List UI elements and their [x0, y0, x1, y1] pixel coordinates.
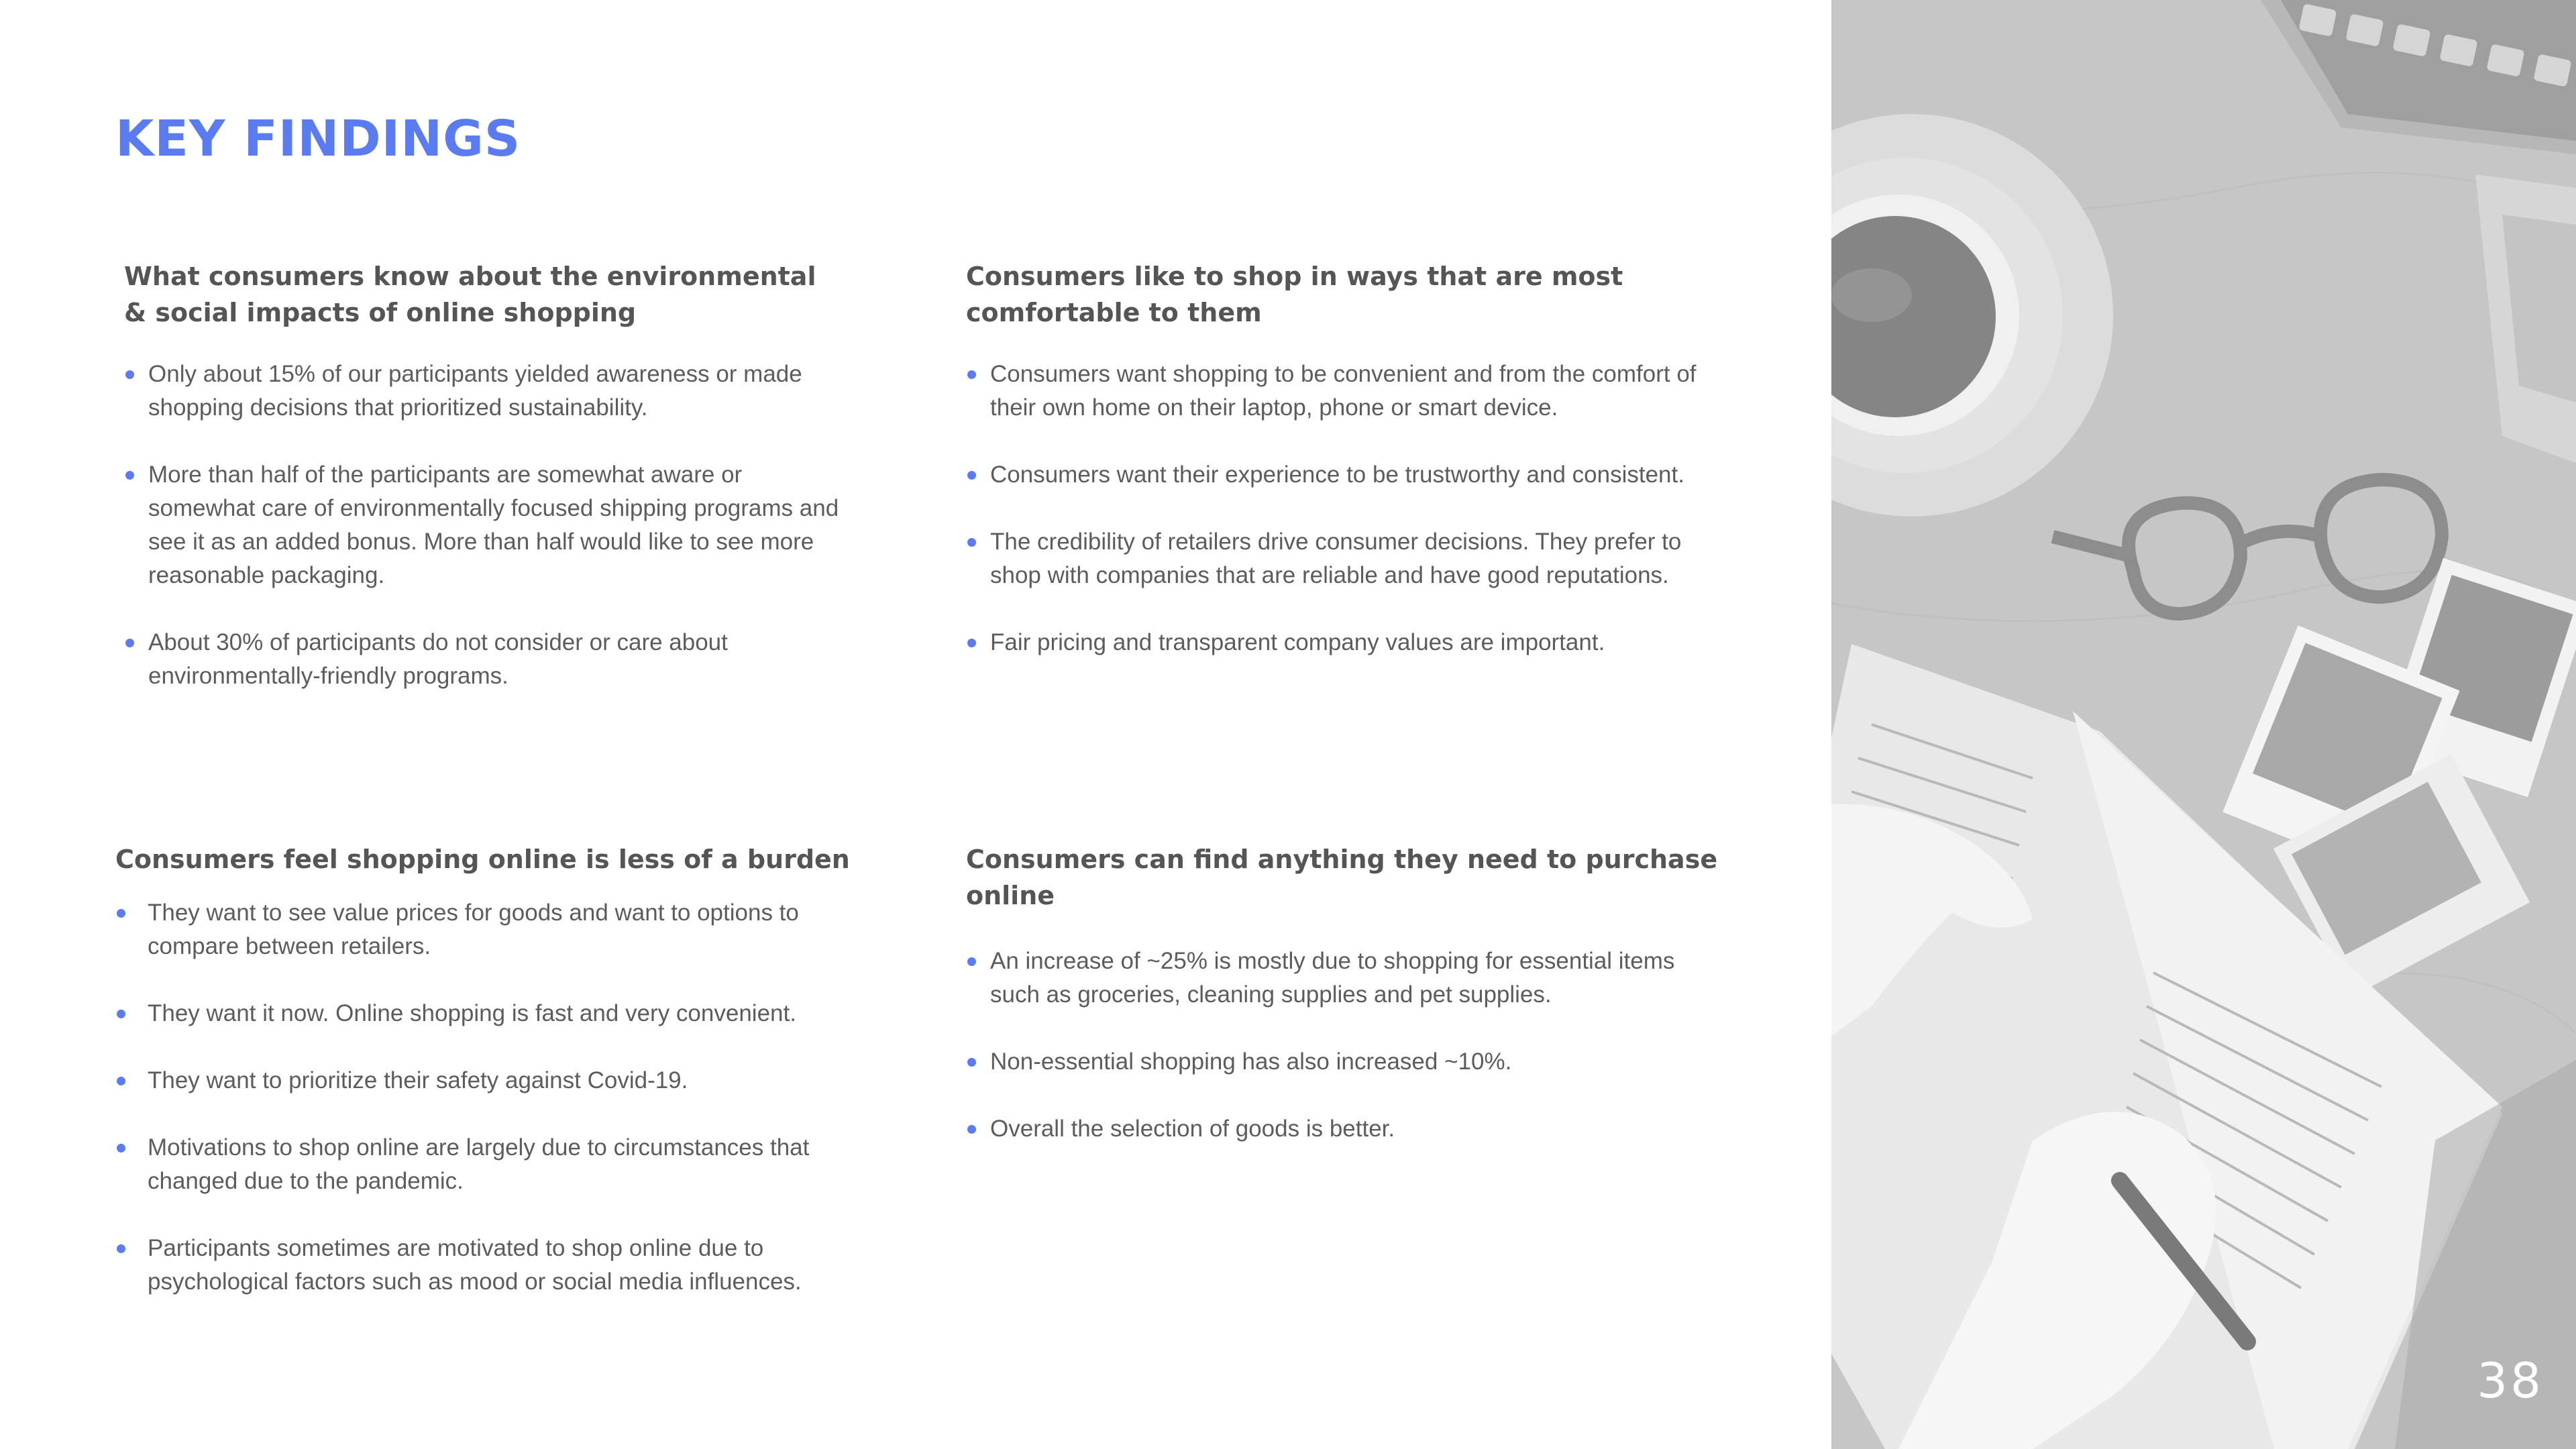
- bullet-text: They want it now. Online shopping is fast and very convenient.: [148, 1000, 796, 1026]
- bullet-dot-icon: [967, 1058, 976, 1067]
- bullet-dot-icon: [125, 471, 134, 480]
- list-item: [124, 458, 849, 592]
- page-title: KEY FINDINGS: [115, 110, 521, 168]
- list-item: [115, 1232, 853, 1299]
- bullet-text: Consumers want shopping to be convenient and from the comfort of their own home on their laptop, phone or smart device.: [990, 361, 1697, 421]
- section-heading-line: Consumers like to shop in ways that are most: [966, 262, 1623, 291]
- bullet-dot-icon: [117, 1144, 125, 1152]
- list-item: [966, 1045, 1731, 1079]
- bullet-dot-icon: [967, 1125, 976, 1134]
- bullet-text: Overall the selection of goods is better.: [990, 1116, 1395, 1142]
- section-heading-line: Consumers feel shopping online is less of a burden: [115, 845, 850, 874]
- list-item: [124, 358, 849, 425]
- bullet-list: [124, 358, 849, 693]
- section-heading-line: What consumers know about the environmental: [124, 262, 816, 291]
- bullet-text: They want to prioritize their safety against Covid-19.: [148, 1067, 688, 1093]
- list-item: [966, 358, 1731, 425]
- bullet-dot-icon: [117, 1077, 125, 1085]
- list-item: [966, 525, 1731, 592]
- bullet-text: Fair pricing and transparent company values are important.: [990, 629, 1605, 655]
- bullet-dot-icon: [967, 639, 976, 647]
- bullet-text: About 30% of participants do not consider or care about environmentally-friendly programs.: [148, 629, 728, 689]
- bullet-list: [966, 945, 1731, 1146]
- bullet-text: Motivations to shop online are largely due to circumstances that changed due to the pandemic.: [148, 1134, 810, 1194]
- bullet-dot-icon: [117, 1244, 125, 1253]
- list-item: [966, 1112, 1731, 1146]
- section-heading: [124, 258, 849, 331]
- bullet-text: Only about 15% of our participants yielded awareness or made shopping decisions that prioritized sustainability.: [148, 361, 802, 421]
- bullet-dot-icon: [967, 538, 976, 547]
- section-heading: [966, 258, 1731, 331]
- list-item: [115, 1131, 853, 1198]
- bullet-text: An increase of ~25% is mostly due to shopping for essential items such as groceries, cleaning supplies and pet supplies.: [990, 948, 1675, 1008]
- section-heading-line: Consumers can find anything they need to purchase online: [966, 845, 1718, 910]
- list-item: [115, 1064, 853, 1097]
- section-heading: [966, 841, 1731, 914]
- bullet-text: The credibility of retailers drive consumer decisions. They prefer to shop with companies that are reliable and have good reputations.: [990, 529, 1682, 588]
- bullet-dot-icon: [967, 957, 976, 966]
- bullet-text: Non-essential shopping has also increased ~10%.: [990, 1049, 1512, 1075]
- section-environmental-awareness: [124, 258, 849, 727]
- section-heading-line: comfortable to them: [966, 298, 1262, 327]
- desk-photo: [1831, 0, 2576, 1449]
- bullet-dot-icon: [967, 471, 976, 480]
- bullet-list: [115, 896, 853, 1299]
- page-number: 38: [2477, 1352, 2544, 1409]
- section-heading-line: & social impacts of online shopping: [124, 298, 637, 327]
- list-item: [966, 458, 1731, 492]
- list-item: [115, 997, 853, 1030]
- section-heading: [115, 841, 853, 877]
- bullet-text: Consumers want their experience to be trustworthy and consistent.: [990, 462, 1684, 488]
- bullet-list: [966, 358, 1731, 659]
- bullet-text: More than half of the participants are somewhat aware or somewhat care of environmentally focused shipping programs and see it as an added bonus. More than half would like to see more reasonable packaging.: [148, 462, 839, 588]
- list-item: [124, 626, 849, 693]
- bullet-dot-icon: [117, 909, 125, 918]
- bullet-text: Participants sometimes are motivated to shop online due to psychological factors such as mood or social media influences.: [148, 1235, 802, 1295]
- bullet-dot-icon: [125, 370, 134, 379]
- bullet-dot-icon: [967, 370, 976, 379]
- list-item: [966, 626, 1731, 659]
- section-find-anything: [966, 841, 1731, 1179]
- bullet-dot-icon: [117, 1010, 125, 1018]
- bullet-text: They want to see value prices for goods and want to options to compare between retailers.: [148, 900, 799, 959]
- section-less-burden: [115, 841, 853, 1332]
- section-shopping-comfort: [966, 258, 1731, 693]
- list-item: [115, 896, 853, 963]
- bullet-dot-icon: [125, 639, 134, 647]
- list-item: [966, 945, 1731, 1012]
